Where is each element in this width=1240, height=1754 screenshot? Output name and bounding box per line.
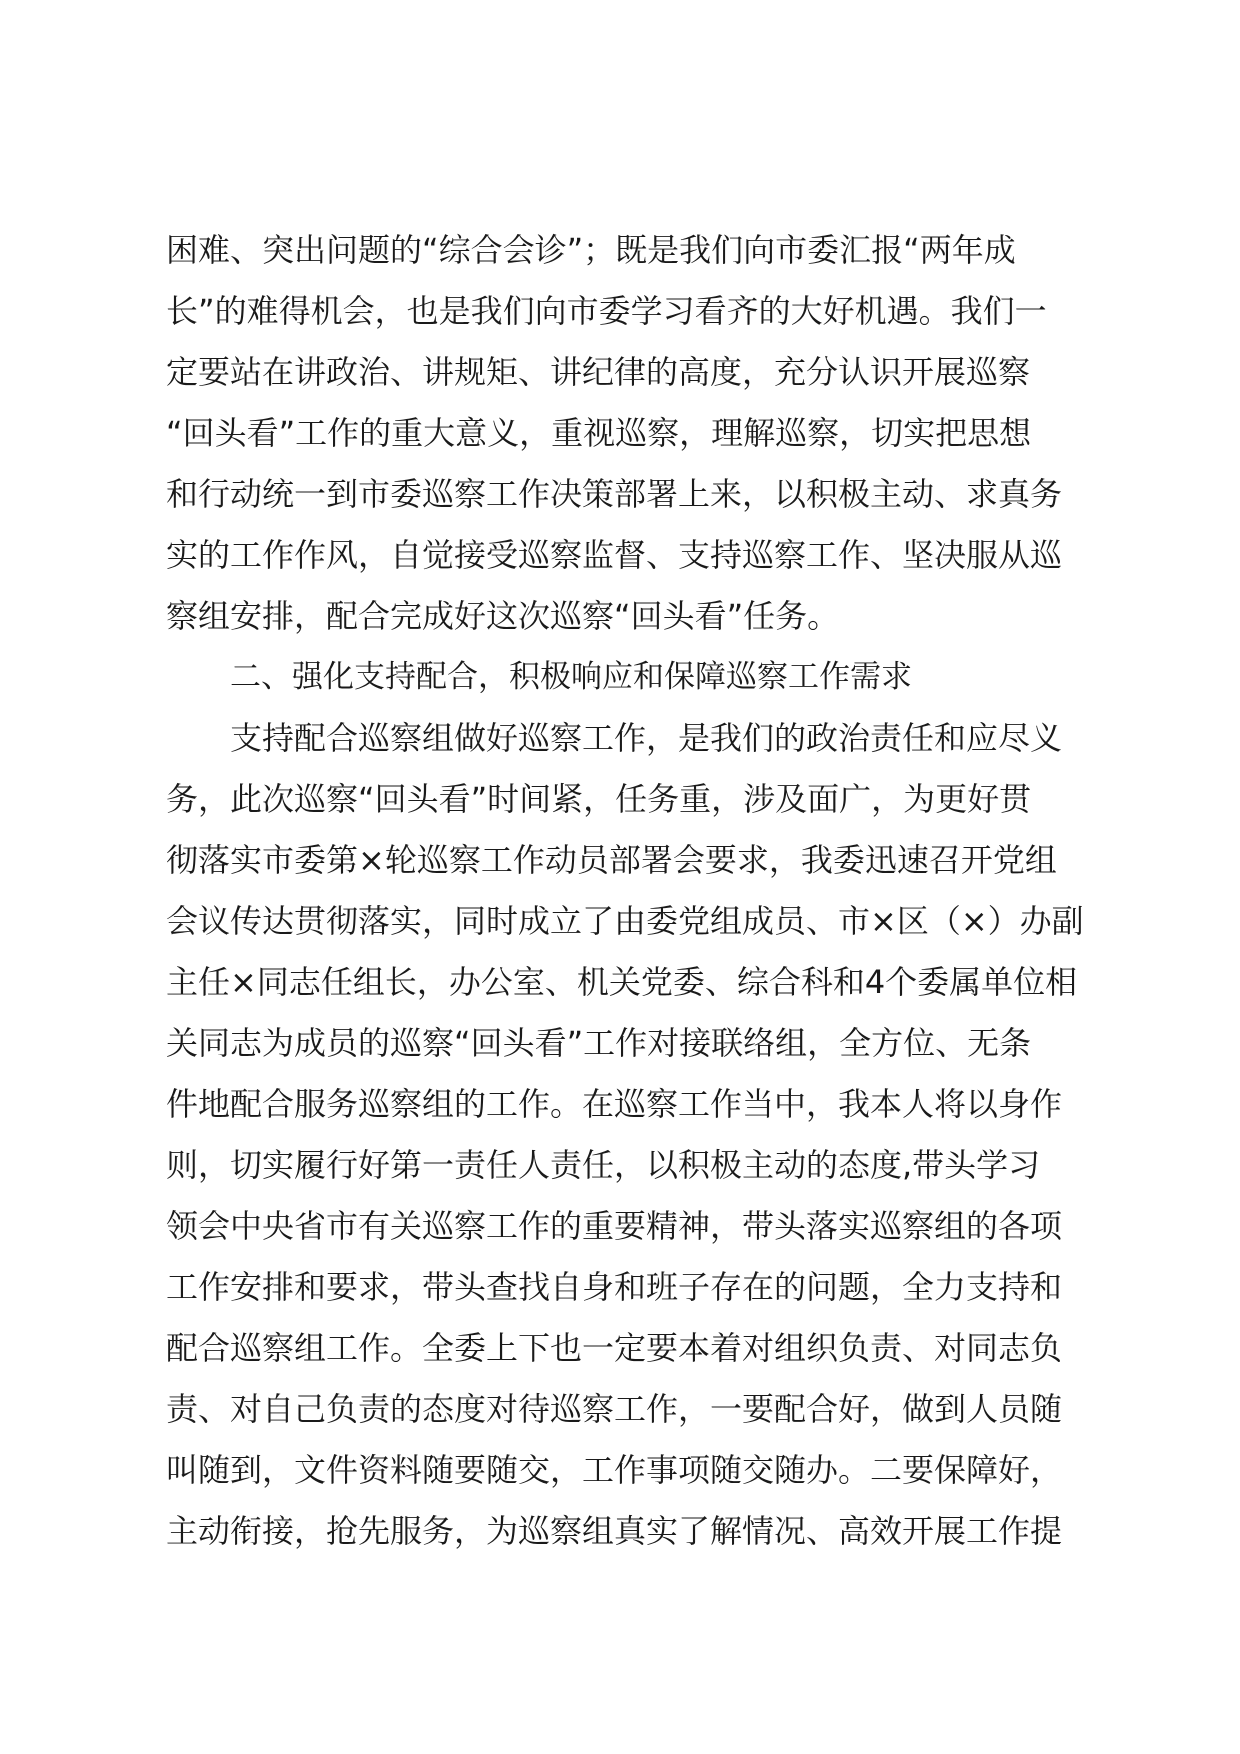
text-line: 长”的难得机会，也是我们向市委学习看齐的大好机遇。我们一 bbox=[166, 292, 1047, 330]
text-line: 实的工作作风，自觉接受巡察监督、支持巡察工作、坚决服从巡 bbox=[166, 536, 1063, 574]
text-line: 和行动统一到市委巡察工作决策部署上来，以积极主动、求真务 bbox=[166, 475, 1063, 513]
text-line: 察组安排，配合完成好这次巡察“回头看”任务。 bbox=[166, 597, 840, 635]
text-line: 叫随到，文件资料随要随交，工作事项随交随办。二要保障好， bbox=[166, 1451, 1063, 1489]
text-line: 配合巡察组工作。全委上下也一定要本着对组织负责、对同志负 bbox=[166, 1329, 1063, 1367]
text-line: 领会中央省市有关巡察工作的重要精神，带头落实巡察组的各项 bbox=[166, 1207, 1063, 1245]
text-line: 工作安排和要求，带头查找自身和班子存在的问题，全力支持和 bbox=[166, 1268, 1063, 1306]
text-line: 支持配合巡察组做好巡察工作，是我们的政治责任和应尽义 bbox=[230, 719, 1063, 757]
text-line: “回头看”工作的重大意义，重视巡察，理解巡察，切实把思想 bbox=[166, 414, 1032, 452]
text-line: 务，此次巡察“回头看”时间紧，任务重，涉及面广，为更好贯 bbox=[166, 780, 1032, 818]
text-line: 会议传达贯彻落实，同时成立了由委党组成员、市×区（×）办副 bbox=[166, 902, 1084, 940]
text-line: 彻落实市委第×轮巡察工作动员部署会要求，我委迅速召开党组 bbox=[166, 841, 1057, 879]
text-line: 定要站在讲政治、讲规矩、讲纪律的高度，充分认识开展巡察 bbox=[166, 353, 1031, 391]
text-line: 主任×同志任组长，办公室、机关党委、综合科和4个委属单位相 bbox=[166, 963, 1078, 1001]
body-text bbox=[166, 220, 1126, 1562]
text-line: 困难、突出问题的“综合会诊”；既是我们向市委汇报“两年成 bbox=[166, 231, 1016, 269]
text-line: 主动衔接，抢先服务，为巡察组真实了解情况、高效开展工作提 bbox=[166, 1512, 1063, 1550]
text-line: 则，切实履行好第一责任人责任，以积极主动的态度,带头学习 bbox=[166, 1146, 1041, 1184]
text-line: 件地配合服务巡察组的工作。在巡察工作当中，我本人将以身作 bbox=[166, 1085, 1063, 1123]
text-line: 关同志为成员的巡察“回头看”工作对接联络组，全方位、无条 bbox=[166, 1024, 1032, 1062]
text-line: 责、对自己负责的态度对待巡察工作，一要配合好，做到人员随 bbox=[166, 1390, 1063, 1428]
section-heading: 二、强化支持配合，积极响应和保障巡察工作需求 bbox=[230, 659, 912, 695]
